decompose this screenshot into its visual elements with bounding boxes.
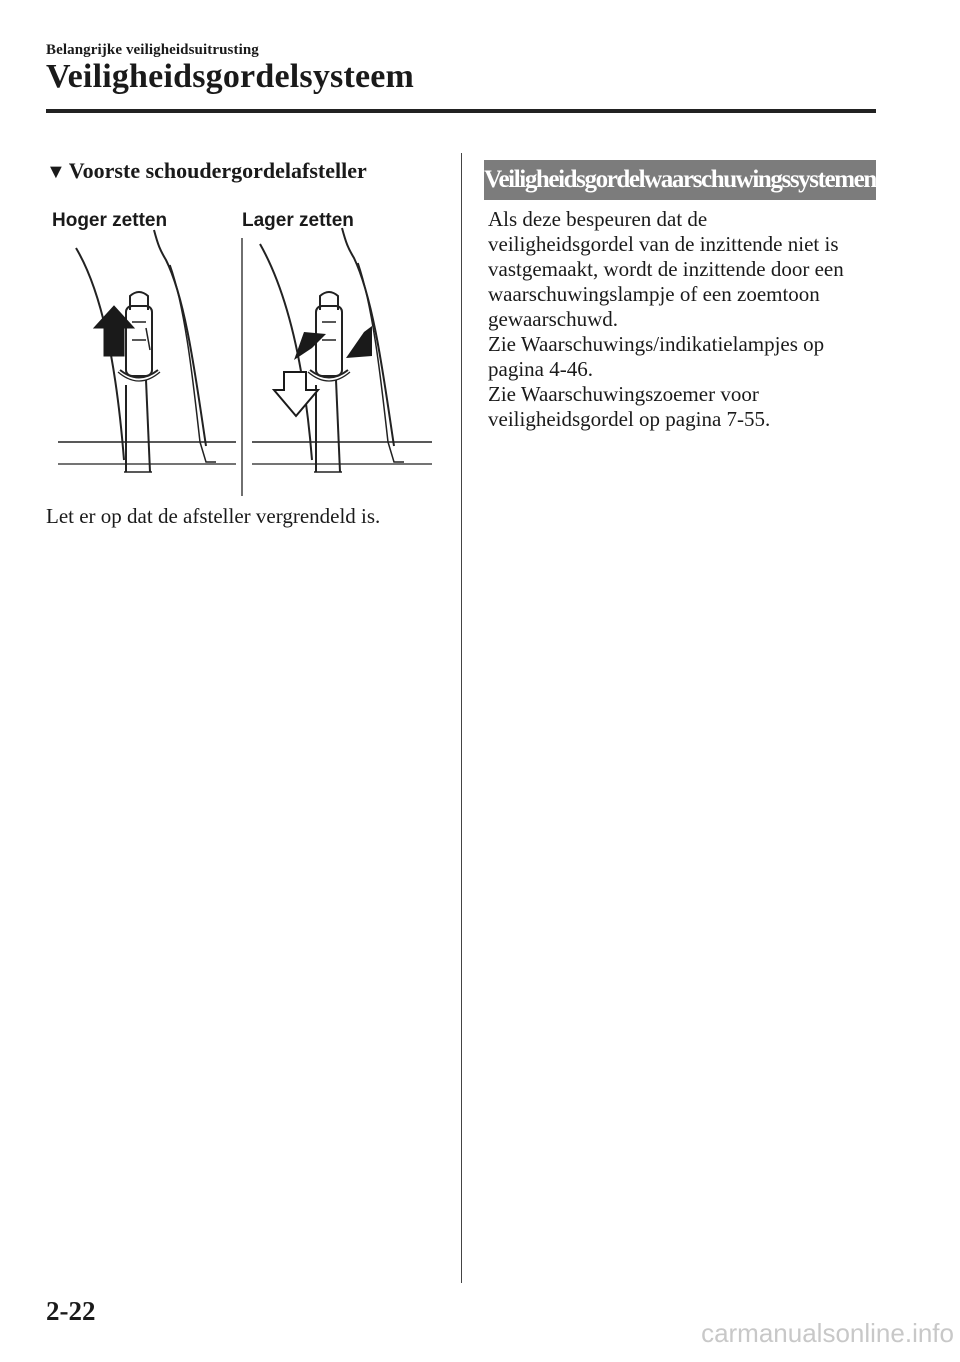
subsection-heading-text: Voorste schoudergordelafsteller — [68, 158, 367, 183]
body-line: Zie Waarschuwingszoemer voor — [488, 382, 759, 406]
warning-systems-body — [488, 207, 883, 432]
body-line: veiligheidsgordel van de inzittende niet is — [488, 232, 839, 256]
belt-adjuster-illustration — [46, 210, 436, 500]
body-line: Zie Waarschuwings/indikatielampjes op — [488, 332, 825, 356]
press-arrow-icon — [346, 326, 372, 358]
shoulder-belt-adjuster-figure — [46, 210, 436, 500]
figure-caption: Let er op dat de afsteller vergrendeld is. — [46, 504, 381, 528]
figure-label-raise: Hoger zetten — [52, 210, 168, 231]
section-heading-warning-systems: Veiligheidsgordelwaarschuwingssystemen — [484, 160, 876, 200]
figure-label-lower: Lager zetten — [242, 210, 354, 231]
body-line: waarschuwingslampje of een zoemtoon — [488, 282, 820, 306]
press-arrow-icon — [294, 332, 326, 360]
triangle-down-icon: ▼ — [46, 160, 66, 183]
page-number: 2-22 — [46, 1296, 96, 1326]
watermark: carmanualsonline.info — [701, 1318, 954, 1348]
body-line: veiligheidsgordel op pagina 7-55. — [488, 407, 771, 431]
column-divider — [461, 153, 462, 1283]
body-line: Als deze bespeuren dat de — [488, 207, 708, 231]
chapter-label: Belangrijke veiligheidsuitrusting — [46, 42, 259, 58]
down-arrow-icon — [274, 372, 318, 416]
body-line: gewaarschuwd. — [488, 307, 619, 331]
body-line: pagina 4-46. — [488, 357, 593, 381]
up-arrow-icon — [94, 306, 134, 356]
header-divider — [46, 109, 876, 113]
body-line: vastgemaakt, wordt de inzittende door een — [488, 257, 844, 281]
subsection-heading — [46, 158, 367, 184]
page-title: Veiligheidsgordelsysteem — [46, 58, 415, 95]
